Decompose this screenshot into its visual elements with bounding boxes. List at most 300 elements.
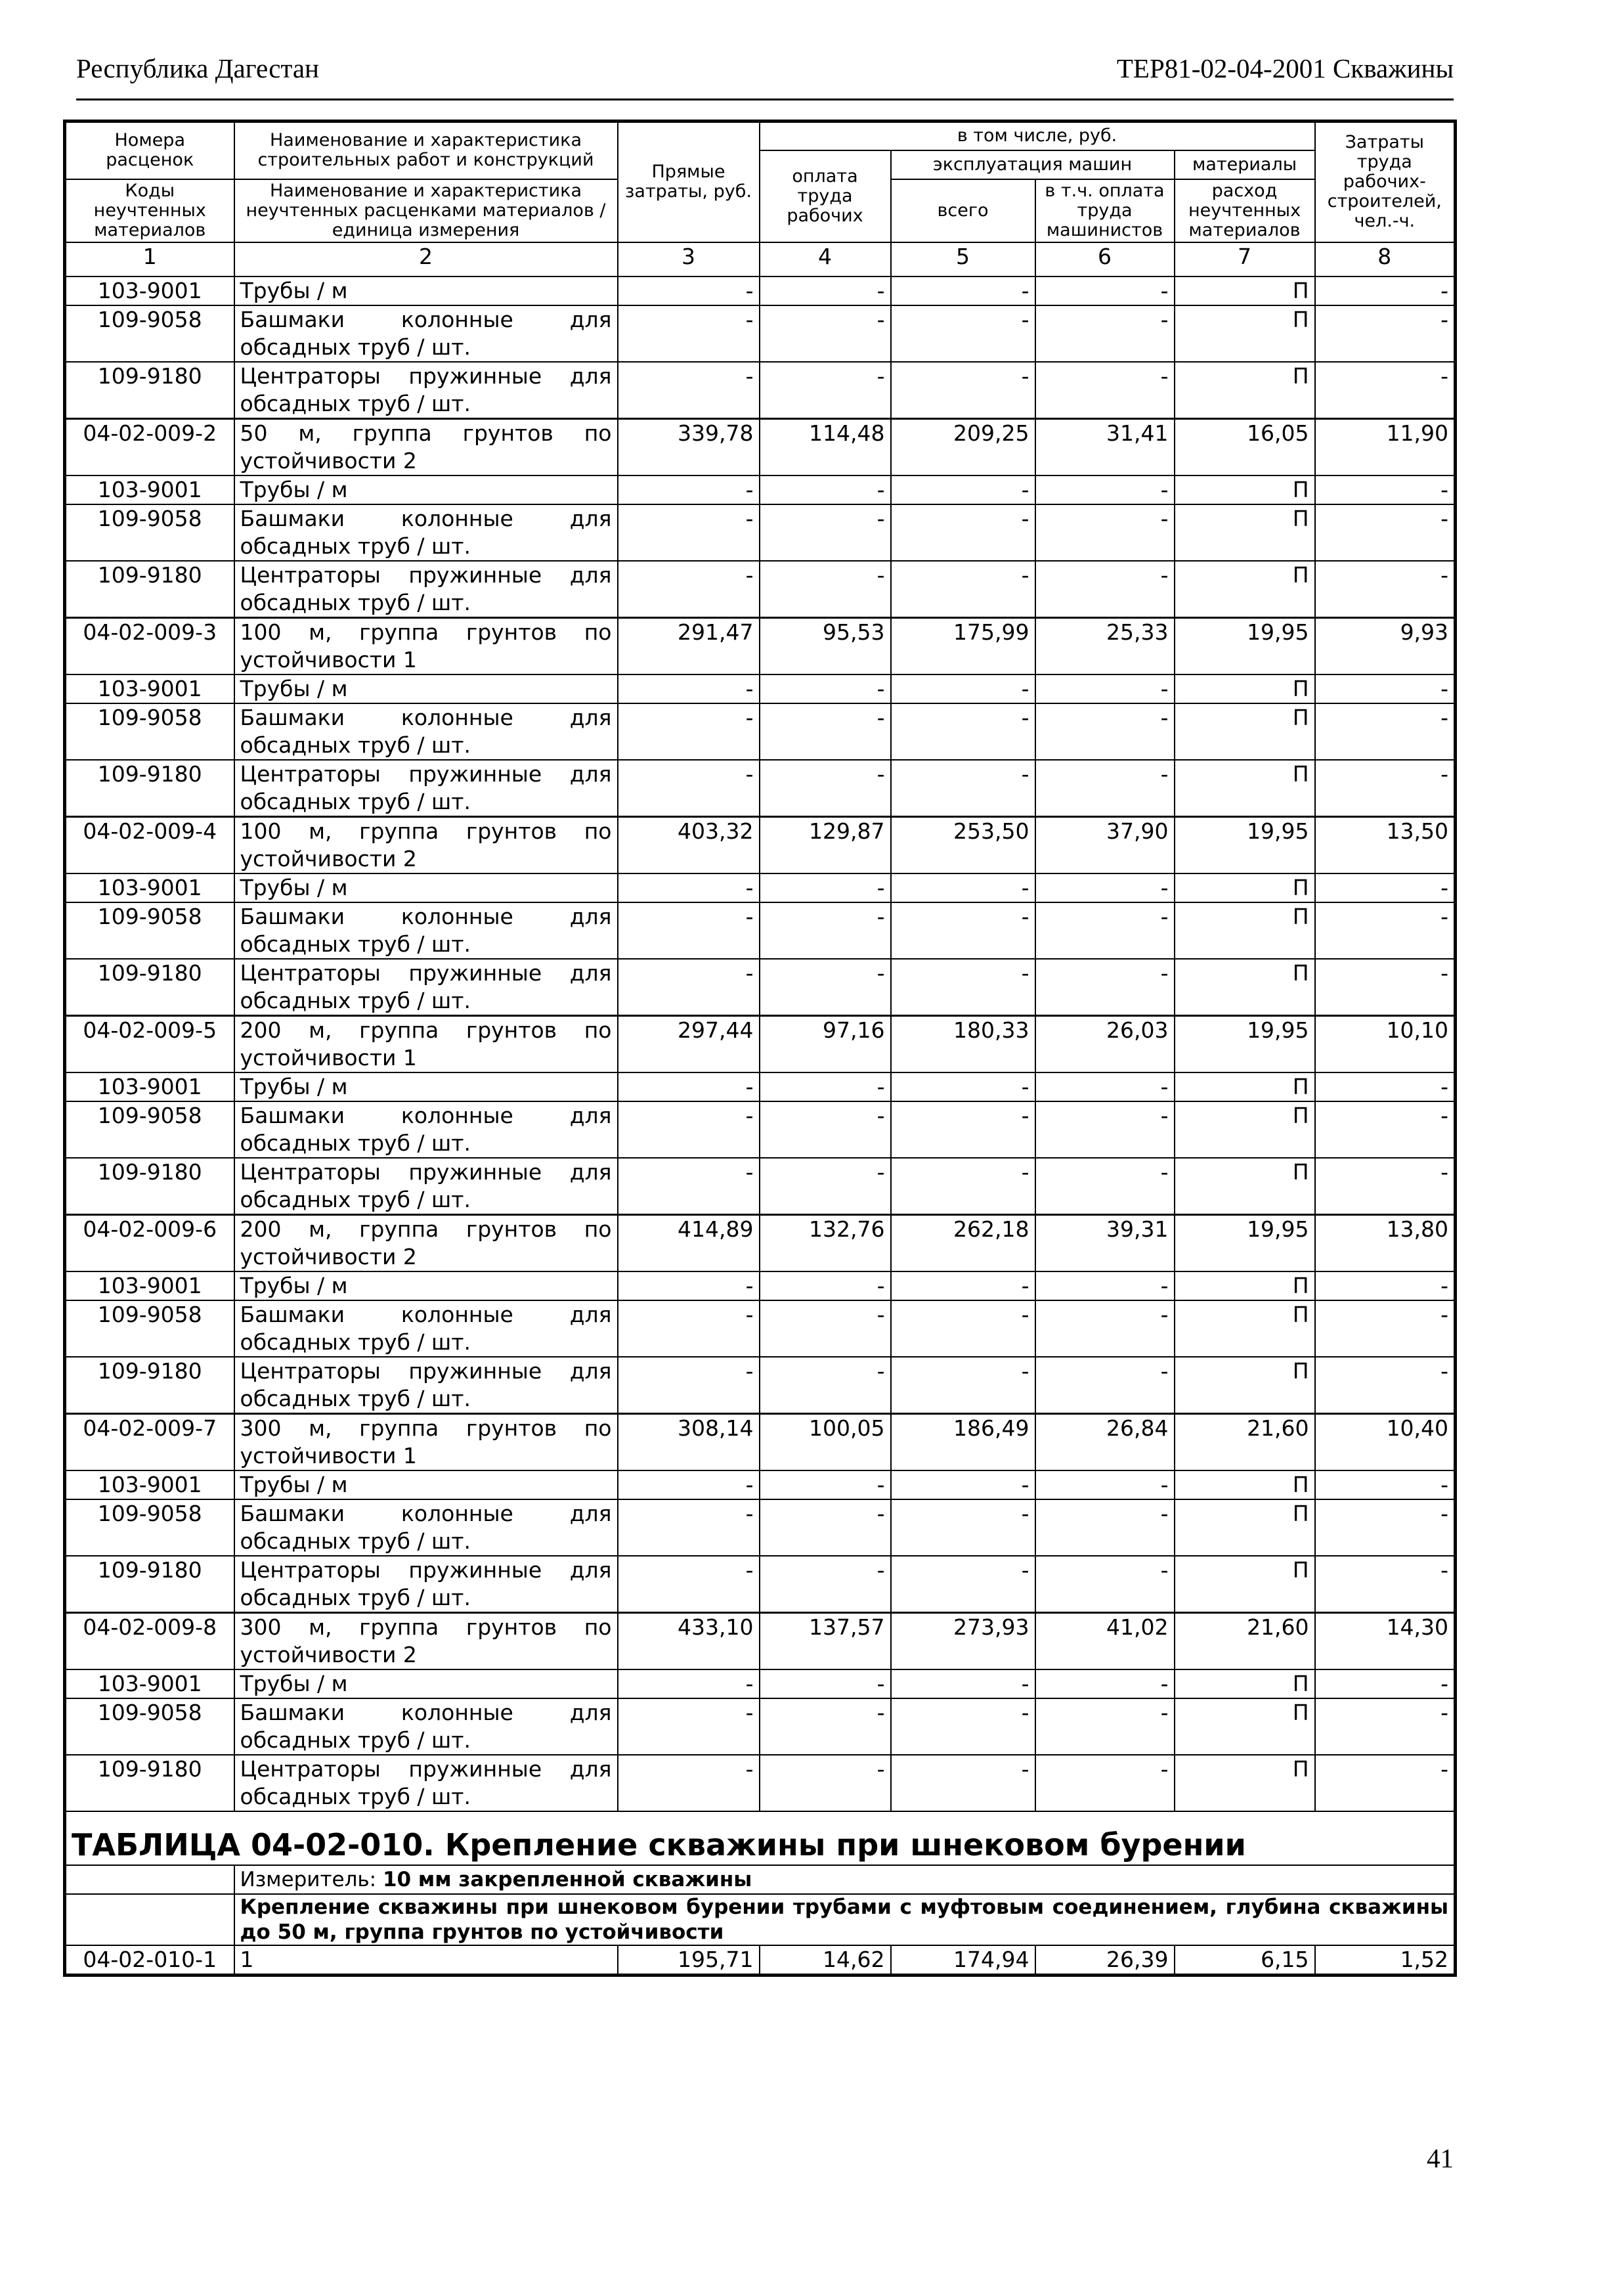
machines-total-value: - xyxy=(891,276,1035,305)
machines-total-value: 180,33 xyxy=(891,1015,1035,1072)
material-name: Центраторы пружинные для обсадных труб / шт. xyxy=(234,1357,618,1414)
direct-costs-value: - xyxy=(618,1499,760,1556)
materials-value: П xyxy=(1175,1669,1315,1698)
labor-costs-value: - xyxy=(1315,959,1456,1016)
rate-code: 04-02-009-8 xyxy=(65,1612,234,1669)
material-name: Центраторы пружинные для обсадных труб / шт. xyxy=(234,1158,618,1215)
material-code: 109-9180 xyxy=(65,1357,234,1414)
machinist-pay-value: 25,33 xyxy=(1035,617,1175,674)
material-code: 109-9180 xyxy=(65,959,234,1016)
column-number: 7 xyxy=(1175,242,1315,276)
machines-total-value: - xyxy=(891,1357,1035,1414)
worker-pay-value: - xyxy=(760,959,891,1016)
machines-total-value: 262,18 xyxy=(891,1214,1035,1271)
materials-value: П xyxy=(1175,873,1315,902)
head-materials: материалы xyxy=(1175,150,1315,179)
direct-costs-value: - xyxy=(618,475,760,504)
direct-costs-value: - xyxy=(618,1300,760,1357)
machinist-pay-value: - xyxy=(1035,276,1175,305)
machinist-pay-value: 39,31 xyxy=(1035,1214,1175,1271)
direct-costs-value: - xyxy=(618,1755,760,1811)
machines-total-value: 253,50 xyxy=(891,816,1035,873)
rate-row xyxy=(65,1015,1456,1072)
labor-costs-value: - xyxy=(1315,1357,1456,1414)
material-code: 103-9001 xyxy=(65,276,234,305)
material-code: 109-9180 xyxy=(65,362,234,419)
material-name: Башмаки колонные для обсадных труб / шт. xyxy=(234,305,618,362)
labor-costs-value: 10,40 xyxy=(1315,1413,1456,1470)
rate-name: 300 м, группа грунтов по устойчивости 1 xyxy=(234,1413,618,1470)
column-number: 8 xyxy=(1315,242,1456,276)
worker-pay-value: 97,16 xyxy=(760,1015,891,1072)
material-row xyxy=(65,561,1456,618)
machinist-pay-value: - xyxy=(1035,1271,1175,1300)
materials-value: П xyxy=(1175,703,1315,760)
worker-pay-value: - xyxy=(760,504,891,561)
machinist-pay-value: 26,39 xyxy=(1035,1945,1175,1976)
machines-total-value: 175,99 xyxy=(891,617,1035,674)
material-code: 109-9058 xyxy=(65,1698,234,1755)
machines-total-value: - xyxy=(891,561,1035,618)
material-name: Трубы / м xyxy=(234,674,618,703)
labor-costs-value: - xyxy=(1315,1158,1456,1215)
machinist-pay-value: - xyxy=(1035,1499,1175,1556)
material-name: Башмаки колонные для обсадных труб / шт. xyxy=(234,1499,618,1556)
materials-value: 19,95 xyxy=(1175,816,1315,873)
material-code: 103-9001 xyxy=(65,1470,234,1499)
machines-total-value: - xyxy=(891,1556,1035,1613)
table-row xyxy=(65,1945,1456,1976)
labor-costs-value: 9,93 xyxy=(1315,617,1456,674)
head-material-codes: Коды неучтенных материалов xyxy=(65,179,234,242)
materials-value: П xyxy=(1175,504,1315,561)
materials-value: 21,60 xyxy=(1175,1413,1315,1470)
head-including: в том числе, руб. xyxy=(760,121,1315,150)
head-work-name: Наименование и характеристика строительных работ и конструкций xyxy=(234,121,618,179)
rate-code: 04-02-010-1 xyxy=(65,1945,234,1976)
table-04-02-010-description: Крепление скважины при шнековом бурении трубами с муфтовым соединением, глубина скважины до 50 м, группа грунтов по устойчивости xyxy=(234,1894,1456,1945)
machines-total-value: - xyxy=(891,1158,1035,1215)
materials-value: П xyxy=(1175,561,1315,618)
head-machines-total: всего xyxy=(891,179,1035,242)
machinist-pay-value: - xyxy=(1035,674,1175,703)
labor-costs-value: - xyxy=(1315,902,1456,959)
machines-total-value: - xyxy=(891,1300,1035,1357)
material-name: Башмаки колонные для обсадных труб / шт. xyxy=(234,703,618,760)
material-name: Центраторы пружинные для обсадных труб / шт. xyxy=(234,760,618,817)
material-code: 103-9001 xyxy=(65,873,234,902)
material-row xyxy=(65,1698,1456,1755)
machines-total-value: - xyxy=(891,959,1035,1016)
labor-costs-value: - xyxy=(1315,1470,1456,1499)
machinist-pay-value: - xyxy=(1035,1698,1175,1755)
direct-costs-value: 297,44 xyxy=(618,1015,760,1072)
labor-costs-value: - xyxy=(1315,674,1456,703)
worker-pay-value: - xyxy=(760,1669,891,1698)
worker-pay-value: - xyxy=(760,561,891,618)
rate-name: 100 м, группа грунтов по устойчивости 1 xyxy=(234,617,618,674)
rate-row xyxy=(65,1214,1456,1271)
material-row xyxy=(65,1755,1456,1811)
head-machines: эксплуатация машин xyxy=(891,150,1175,179)
material-row xyxy=(65,276,1456,305)
direct-costs-value: - xyxy=(618,873,760,902)
worker-pay-value: - xyxy=(760,703,891,760)
materials-value: 21,60 xyxy=(1175,1612,1315,1669)
materials-value: 6,15 xyxy=(1175,1945,1315,1976)
machines-total-value: - xyxy=(891,1072,1035,1101)
material-name: Трубы / м xyxy=(234,1072,618,1101)
material-row xyxy=(65,1271,1456,1300)
worker-pay-value: 114,48 xyxy=(760,418,891,475)
worker-pay-value: - xyxy=(760,1499,891,1556)
labor-costs-value: 11,90 xyxy=(1315,418,1456,475)
worker-pay-value: - xyxy=(760,475,891,504)
direct-costs-value: - xyxy=(618,1698,760,1755)
materials-value: П xyxy=(1175,1158,1315,1215)
worker-pay-value: - xyxy=(760,674,891,703)
labor-costs-value: - xyxy=(1315,305,1456,362)
material-row xyxy=(65,902,1456,959)
worker-pay-value: - xyxy=(760,362,891,419)
worker-pay-value: 95,53 xyxy=(760,617,891,674)
machinist-pay-value: - xyxy=(1035,873,1175,902)
material-code: 103-9001 xyxy=(65,674,234,703)
materials-value: П xyxy=(1175,475,1315,504)
direct-costs-value: 195,71 xyxy=(618,1945,760,1976)
machines-total-value: - xyxy=(891,1101,1035,1158)
direct-costs-value: - xyxy=(618,1271,760,1300)
rate-row xyxy=(65,418,1456,475)
machines-total-value: - xyxy=(891,873,1035,902)
material-code: 109-9058 xyxy=(65,1499,234,1556)
material-code: 109-9180 xyxy=(65,1755,234,1811)
materials-value: П xyxy=(1175,760,1315,817)
direct-costs-value: 308,14 xyxy=(618,1413,760,1470)
rate-code: 04-02-009-6 xyxy=(65,1214,234,1271)
worker-pay-value: - xyxy=(760,305,891,362)
labor-costs-value: - xyxy=(1315,760,1456,817)
head-material-name: Наименование и характеристика неучтенных расценками материалов / единица измерения xyxy=(234,179,618,242)
direct-costs-value: - xyxy=(618,674,760,703)
machines-total-value: - xyxy=(891,1470,1035,1499)
worker-pay-value: - xyxy=(760,276,891,305)
material-code: 103-9001 xyxy=(65,1669,234,1698)
worker-pay-value: - xyxy=(760,1101,891,1158)
material-name: Трубы / м xyxy=(234,1271,618,1300)
worker-pay-value: 137,57 xyxy=(760,1612,891,1669)
material-code: 109-9058 xyxy=(65,703,234,760)
materials-value: П xyxy=(1175,959,1315,1016)
direct-costs-value: 433,10 xyxy=(618,1612,760,1669)
machines-total-value: - xyxy=(891,1669,1035,1698)
direct-costs-value: 414,89 xyxy=(618,1214,760,1271)
head-direct-costs: Прямые затраты, руб. xyxy=(618,121,760,242)
worker-pay-value: - xyxy=(760,1755,891,1811)
rate-name: 100 м, группа грунтов по устойчивости 2 xyxy=(234,816,618,873)
header-rule xyxy=(76,99,1454,100)
labor-costs-value: - xyxy=(1315,1556,1456,1613)
material-name: Центраторы пружинные для обсадных труб / шт. xyxy=(234,1755,618,1811)
machinist-pay-value: - xyxy=(1035,1669,1175,1698)
rate-code: 04-02-009-2 xyxy=(65,418,234,475)
worker-pay-value: 132,76 xyxy=(760,1214,891,1271)
direct-costs-value: 291,47 xyxy=(618,617,760,674)
materials-value: П xyxy=(1175,1357,1315,1414)
labor-costs-value: - xyxy=(1315,1698,1456,1755)
material-row xyxy=(65,1101,1456,1158)
labor-costs-value: - xyxy=(1315,475,1456,504)
head-machinist-pay: в т.ч. оплата труда машинистов xyxy=(1035,179,1175,242)
labor-costs-value: - xyxy=(1315,1271,1456,1300)
direct-costs-value: - xyxy=(618,1072,760,1101)
machines-total-value: - xyxy=(891,1755,1035,1811)
material-name: Башмаки колонные для обсадных труб / шт. xyxy=(234,1698,618,1755)
worker-pay-value: - xyxy=(760,1271,891,1300)
rate-code: 04-02-009-3 xyxy=(65,617,234,674)
machines-total-value: - xyxy=(891,1499,1035,1556)
material-code: 109-9058 xyxy=(65,902,234,959)
page-number: 41 xyxy=(1427,2143,1454,2173)
material-code: 103-9001 xyxy=(65,1072,234,1101)
machines-total-value: - xyxy=(891,902,1035,959)
head-material-consumption: расход неучтенных материалов xyxy=(1175,179,1315,242)
rate-code: 04-02-009-4 xyxy=(65,816,234,873)
material-code: 103-9001 xyxy=(65,475,234,504)
rate-name: 200 м, группа грунтов по устойчивости 1 xyxy=(234,1015,618,1072)
direct-costs-value: - xyxy=(618,1357,760,1414)
machinist-pay-value: - xyxy=(1035,1755,1175,1811)
worker-pay-value: - xyxy=(760,1698,891,1755)
labor-costs-value: 1,52 xyxy=(1315,1945,1456,1976)
materials-value: П xyxy=(1175,1470,1315,1499)
machines-total-value: - xyxy=(891,674,1035,703)
column-number: 4 xyxy=(760,242,891,276)
material-code: 109-9180 xyxy=(65,1556,234,1613)
machinist-pay-value: - xyxy=(1035,1357,1175,1414)
material-row xyxy=(65,760,1456,817)
material-code: 109-9180 xyxy=(65,1158,234,1215)
material-code: 109-9058 xyxy=(65,504,234,561)
labor-costs-value: - xyxy=(1315,561,1456,618)
rate-code: 04-02-009-5 xyxy=(65,1015,234,1072)
running-header-left: Республика Дагестан xyxy=(76,53,319,83)
machines-total-value: - xyxy=(891,1698,1035,1755)
table-04-02-010-title: ТАБЛИЦА 04-02-010. Крепление скважины при шнековом бурении xyxy=(65,1811,1456,1865)
machinist-pay-value: - xyxy=(1035,305,1175,362)
direct-costs-value: - xyxy=(618,902,760,959)
worker-pay-value: - xyxy=(760,1556,891,1613)
measure-value: 10 мм закрепленной скважины xyxy=(382,1867,752,1891)
materials-value: 16,05 xyxy=(1175,418,1315,475)
labor-costs-value: - xyxy=(1315,1072,1456,1101)
material-row xyxy=(65,873,1456,902)
material-row xyxy=(65,362,1456,419)
material-code: 109-9058 xyxy=(65,305,234,362)
running-header-right: ТЕР81-02-04-2001 Скважины xyxy=(1116,53,1454,83)
machinist-pay-value: - xyxy=(1035,959,1175,1016)
material-row xyxy=(65,1556,1456,1613)
material-name: Трубы / м xyxy=(234,475,618,504)
labor-costs-value: 10,10 xyxy=(1315,1015,1456,1072)
labor-costs-value: - xyxy=(1315,1499,1456,1556)
materials-value: 19,95 xyxy=(1175,1015,1315,1072)
machinist-pay-value: 41,02 xyxy=(1035,1612,1175,1669)
labor-costs-value: 13,80 xyxy=(1315,1214,1456,1271)
labor-costs-value: - xyxy=(1315,1755,1456,1811)
material-name: Центраторы пружинные для обсадных труб / шт. xyxy=(234,362,618,419)
machines-total-value: - xyxy=(891,703,1035,760)
machines-total-value: 273,93 xyxy=(891,1612,1035,1669)
labor-costs-value: - xyxy=(1315,1669,1456,1698)
materials-value: П xyxy=(1175,1072,1315,1101)
materials-value: П xyxy=(1175,362,1315,419)
machinist-pay-value: - xyxy=(1035,1101,1175,1158)
machinist-pay-value: 37,90 xyxy=(1035,816,1175,873)
worker-pay-value: - xyxy=(760,1158,891,1215)
machines-total-value: - xyxy=(891,1271,1035,1300)
direct-costs-value: - xyxy=(618,760,760,817)
machinist-pay-value: - xyxy=(1035,504,1175,561)
column-number: 1 xyxy=(65,242,234,276)
head-worker-pay: оплата труда рабочих xyxy=(760,150,891,242)
labor-costs-value: - xyxy=(1315,1300,1456,1357)
material-name: Башмаки колонные для обсадных труб / шт. xyxy=(234,1300,618,1357)
worker-pay-value: - xyxy=(760,1072,891,1101)
machinist-pay-value: - xyxy=(1035,362,1175,419)
direct-costs-value: - xyxy=(618,276,760,305)
material-row xyxy=(65,1499,1456,1556)
machinist-pay-value: 26,03 xyxy=(1035,1015,1175,1072)
machinist-pay-value: - xyxy=(1035,475,1175,504)
worker-pay-value: - xyxy=(760,1300,891,1357)
material-name: Башмаки колонные для обсадных труб / шт. xyxy=(234,1101,618,1158)
measure-line xyxy=(234,1865,1456,1894)
material-code: 109-9180 xyxy=(65,760,234,817)
material-row xyxy=(65,959,1456,1016)
rate-row xyxy=(65,617,1456,674)
labor-costs-value: - xyxy=(1315,276,1456,305)
material-row xyxy=(65,1470,1456,1499)
worker-pay-value: 14,62 xyxy=(760,1945,891,1976)
material-code: 109-9058 xyxy=(65,1101,234,1158)
direct-costs-value: - xyxy=(618,1556,760,1613)
material-row xyxy=(65,674,1456,703)
material-row xyxy=(65,1158,1456,1215)
material-row xyxy=(65,305,1456,362)
rate-code: 04-02-009-7 xyxy=(65,1413,234,1470)
machinist-pay-value: - xyxy=(1035,760,1175,817)
worker-pay-value: 100,05 xyxy=(760,1413,891,1470)
materials-value: П xyxy=(1175,674,1315,703)
material-name: Трубы / м xyxy=(234,276,618,305)
direct-costs-value: - xyxy=(618,703,760,760)
head-labor-costs: Затраты труда рабочих-строителей, чел.-ч. xyxy=(1315,121,1456,242)
worker-pay-value: - xyxy=(760,873,891,902)
labor-costs-value: - xyxy=(1315,362,1456,419)
labor-costs-value: - xyxy=(1315,504,1456,561)
materials-value: П xyxy=(1175,1755,1315,1811)
machines-total-value: 186,49 xyxy=(891,1413,1035,1470)
column-number: 2 xyxy=(234,242,618,276)
labor-costs-value: - xyxy=(1315,873,1456,902)
direct-costs-value: - xyxy=(618,561,760,618)
worker-pay-value: 129,87 xyxy=(760,816,891,873)
column-numbers-row xyxy=(65,242,1456,276)
machinist-pay-value: 31,41 xyxy=(1035,418,1175,475)
worker-pay-value: - xyxy=(760,902,891,959)
labor-costs-value: - xyxy=(1315,703,1456,760)
worker-pay-value: - xyxy=(760,1470,891,1499)
measure-label: Измеритель: xyxy=(240,1867,377,1891)
material-name: Трубы / м xyxy=(234,1470,618,1499)
direct-costs-value: - xyxy=(618,1470,760,1499)
rates-table xyxy=(63,120,1457,1977)
worker-pay-value: - xyxy=(760,1357,891,1414)
materials-value: П xyxy=(1175,1271,1315,1300)
machines-total-value: 174,94 xyxy=(891,1945,1035,1976)
material-row xyxy=(65,1300,1456,1357)
rate-row xyxy=(65,1612,1456,1669)
materials-value: П xyxy=(1175,1556,1315,1613)
material-name: Трубы / м xyxy=(234,873,618,902)
machinist-pay-value: - xyxy=(1035,1556,1175,1613)
direct-costs-value: - xyxy=(618,362,760,419)
material-row xyxy=(65,703,1456,760)
materials-value: 19,95 xyxy=(1175,1214,1315,1271)
machinist-pay-value: - xyxy=(1035,1300,1175,1357)
direct-costs-value: - xyxy=(618,1158,760,1215)
material-name: Центраторы пружинные для обсадных труб / шт. xyxy=(234,959,618,1016)
material-name: Трубы / м xyxy=(234,1669,618,1698)
column-number: 3 xyxy=(618,242,760,276)
machinist-pay-value: 26,84 xyxy=(1035,1413,1175,1470)
machinist-pay-value: - xyxy=(1035,1072,1175,1101)
direct-costs-value: 403,32 xyxy=(618,816,760,873)
direct-costs-value: - xyxy=(618,959,760,1016)
machines-total-value: - xyxy=(891,305,1035,362)
machinist-pay-value: - xyxy=(1035,902,1175,959)
direct-costs-value: 339,78 xyxy=(618,418,760,475)
material-row xyxy=(65,1072,1456,1101)
materials-value: П xyxy=(1175,1101,1315,1158)
machinist-pay-value: - xyxy=(1035,561,1175,618)
machines-total-value: - xyxy=(891,504,1035,561)
material-name: Башмаки колонные для обсадных труб / шт. xyxy=(234,504,618,561)
material-code: 103-9001 xyxy=(65,1271,234,1300)
labor-costs-value: 14,30 xyxy=(1315,1612,1456,1669)
direct-costs-value: - xyxy=(618,305,760,362)
machinist-pay-value: - xyxy=(1035,1470,1175,1499)
labor-costs-value: - xyxy=(1315,1101,1456,1158)
material-name: Центраторы пружинные для обсадных труб / шт. xyxy=(234,1556,618,1613)
materials-value: 19,95 xyxy=(1175,617,1315,674)
machines-total-value: - xyxy=(891,475,1035,504)
materials-value: П xyxy=(1175,902,1315,959)
rate-name: 200 м, группа грунтов по устойчивости 2 xyxy=(234,1214,618,1271)
rate-row xyxy=(65,1413,1456,1470)
material-name: Башмаки колонные для обсадных труб / шт. xyxy=(234,902,618,959)
materials-value: П xyxy=(1175,305,1315,362)
materials-value: П xyxy=(1175,276,1315,305)
direct-costs-value: - xyxy=(618,1669,760,1698)
machinist-pay-value: - xyxy=(1035,703,1175,760)
material-name: Центраторы пружинные для обсадных труб / шт. xyxy=(234,561,618,618)
material-row xyxy=(65,1669,1456,1698)
column-number: 6 xyxy=(1035,242,1175,276)
materials-value: П xyxy=(1175,1698,1315,1755)
head-rate-numbers: Номера расценок xyxy=(65,121,234,179)
